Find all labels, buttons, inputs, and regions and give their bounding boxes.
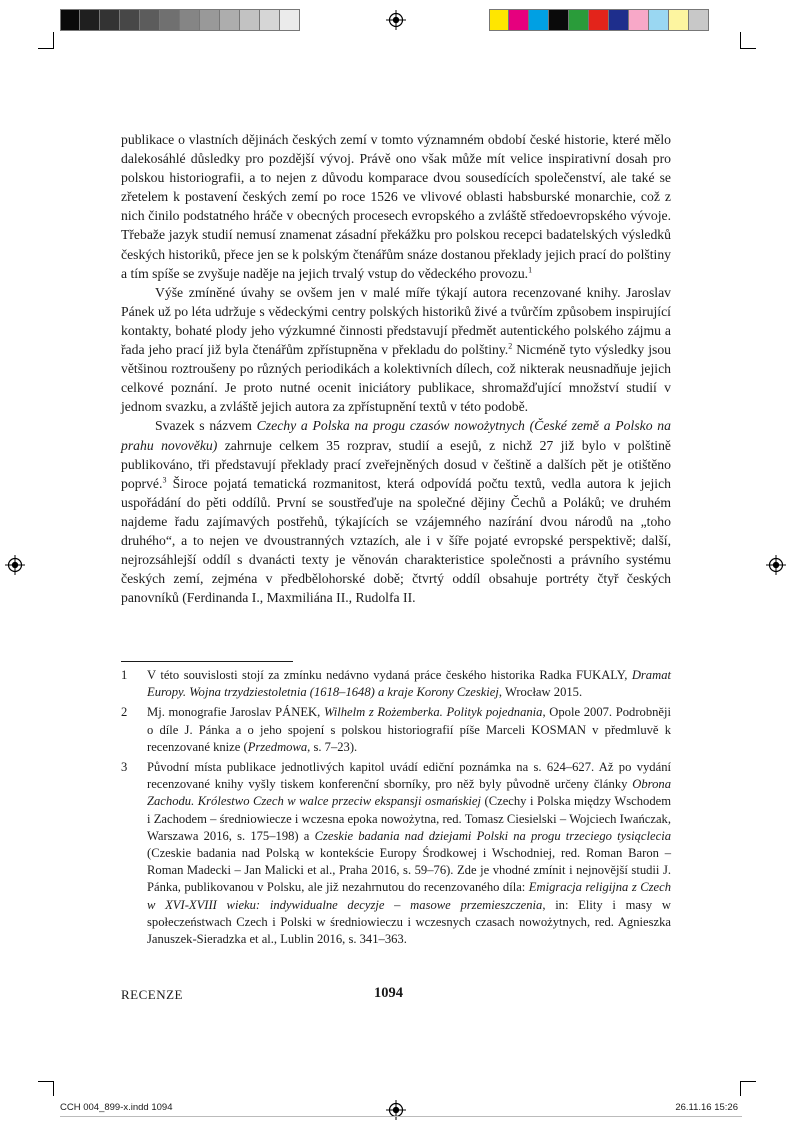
registration-mark-bottom-icon bbox=[386, 1100, 406, 1120]
gray-swatch bbox=[100, 9, 120, 31]
gray-swatch bbox=[80, 9, 100, 31]
footnote-number: 2 bbox=[121, 705, 128, 720]
footnote-ref-2: 2 bbox=[508, 341, 513, 351]
crop-mark-top-right-v bbox=[740, 32, 741, 48]
footnotes bbox=[121, 667, 671, 951]
body-text bbox=[121, 130, 671, 607]
color-swatch bbox=[509, 9, 529, 31]
footnote-separator bbox=[121, 661, 293, 662]
paragraph-2: Výše zmíněné úvahy se ovšem jen v malé míře týkají autora recenzované knihy. Jaroslav Pánek už po léta udržuje s vědeckými centry polských historiků živé a tvůrčím způsobem inspirující kontakty, bohaté plody jeho výzkumné činnosti představují předmět autentického polského zájmu a řada jeho prací již byla čtenářům zpřístupněna v překladu do polštiny.$^2$ Nicméně tyto výsledky jsou většinou roztroušeny po různých periodikách a kolektivních dílech, což nikterak neusnadňuje jejich celkové poznání. Je proto nutné ocenit iniciátory publikace, shromažďující množství studií v jednom svazku, a zvláště jejich autora za zpřístupnění textů v této podobě. bbox=[121, 284, 672, 415]
slug-file-name: CCH 004_899-x.indd 1094 bbox=[60, 1102, 173, 1113]
color-swatch bbox=[649, 9, 669, 31]
slug-rule bbox=[60, 1116, 742, 1117]
grayscale-color-bar bbox=[60, 9, 300, 31]
footnote-2: 2 Mj. monografie Jaroslav PÁNEK, Wilhelm z Rożemberka. Polityk pojednania, Opole 2007. Podrobněji o díle J. Pánka a o jeho spojení s polskou historiografií píše Marceli KOSMAN v předmluvě k recenzované knize (Przedmowa, s. 7–23). bbox=[121, 705, 671, 754]
crop-mark-bottom-left bbox=[38, 1081, 54, 1082]
crop-mark-bottom-right bbox=[740, 1081, 756, 1082]
gray-swatch bbox=[240, 9, 260, 31]
color-swatch bbox=[689, 9, 709, 31]
book-title: Czechy a Polska na progu czasów nowożytnych (České země a Polsko na prahu novověku) bbox=[121, 418, 671, 453]
footnote-1: 1 V této souvislosti stojí za zmínku nedávno vydaná práce českého historika Radka FUKALY, Dramat Europy. Wojna trzydziestoletnia (1618–1648) a kraje Korony Czeskiej, Wrocław 2015. bbox=[121, 668, 671, 700]
color-swatch bbox=[549, 9, 569, 31]
gray-swatch bbox=[220, 9, 240, 31]
paragraph-1: publikace o vlastních dějinách českých zemí v tomto významném období české historie, které mělo dalekosáhlé důsledky pro pozdější vývoj. Právě ono však může mít velice inspirativní dosah pro polskou historiografii, a to nejen z důvodu komparace dvou sousedících společenství, ale také se zřetelem k postavení českých zemí po roce 1526 ve vlivové oblasti habsburské monarchie, což z nich činilo podstatného hráče v obecných procesech evropského a zvláště středoevropského vývoje. Třebaže jazyk studií nemusí znamenat zásadní překážku pro polskou recepci badatelských výsledků českých historiků, přece jen se k polským čtenářům snáze dostanou překlady jejich prací do polštiny a tím spíše se zvyšuje naděje na jejich trvalý vstup do vědeckého provozu.$^1$ bbox=[121, 132, 672, 281]
footnote-ref-3: 3 bbox=[162, 475, 167, 485]
registration-mark-top-icon bbox=[386, 10, 406, 30]
gray-swatch bbox=[140, 9, 160, 31]
registration-mark-right-icon bbox=[766, 555, 786, 575]
gray-swatch bbox=[120, 9, 140, 31]
process-color-bar bbox=[489, 9, 709, 31]
color-swatch bbox=[629, 9, 649, 31]
footnote-number: 3 bbox=[121, 760, 128, 775]
crop-mark-top-right bbox=[740, 48, 756, 49]
color-swatch bbox=[669, 9, 689, 31]
gray-swatch bbox=[260, 9, 280, 31]
page-number: 1094 bbox=[374, 985, 403, 1001]
registration-mark-left-icon bbox=[5, 555, 25, 575]
footnote-ref-1: 1 bbox=[528, 265, 533, 275]
crop-mark-top-left-v bbox=[53, 32, 54, 48]
paragraph-3: Svazek s názvem Czechy a Polska na progu czasów nowożytnych (České země a Polsko na prahu novověku) zahrnuje celkem 35 rozprav, studií a esejů, z nichž 27 již bylo v polštině publikováno, tři představují překlady prací zveřejněných dosud v češtině a dalších pět je otištěno poprvé.$^3$ Široce pojatá tematická rozmanitost, která odpovídá počtu textů, vedla autora k jejich uspořádání do pěti oddílů. První se soustřeďuje na společné dějiny Čechů a Poláků; ve druhém najdeme řadu zajímavých postřehů, týkajících se vzájemného nazírání dvou národů na „toho druhého“, a to nejen ve dvoustranných vztazích, ale i v šíře pojaté evropské perspektivě; další, nejrozsáhlejší oddíl s dvanácti texty je věnován charakteristice společnosti a právního systému českých zemí, zejména v předbělohorské době; čtvrtý oddíl obsahuje portréty čtyř českých panovníků (Ferdinanda I., Maxmiliána II., Rudolfa II. bbox=[121, 418, 671, 606]
color-swatch bbox=[609, 9, 629, 31]
gray-swatch bbox=[160, 9, 180, 31]
slug-timestamp: 26.11.16 15:26 bbox=[675, 1102, 738, 1113]
color-swatch bbox=[589, 9, 609, 31]
crop-mark-top-left bbox=[38, 48, 54, 49]
crop-mark-bottom-right-v bbox=[740, 1082, 741, 1096]
color-swatch bbox=[529, 9, 549, 31]
running-head: RECENZE bbox=[121, 987, 183, 1002]
color-swatch bbox=[569, 9, 589, 31]
footnote-3: 3 Původní místa publikace jednotlivých kapitol uvádí ediční poznámka na s. 624–627. Až po vydání recenzované knihy vyšly tiskem konferenční sborníky, pro něž byly původně určeny články Obrona Zachodu. Królestwo Czech w walce przeciw ekspansji osmańskiej (Czechy i Polska między Wschodem i Zachodem – średniowiecze i wczesna epoka nowożytna, red. Tomasz Ciesielski – Wojciech Iwańczak, Warszawa 2016, s. 175–198) a Czeskie badania nad dziejami Polski na progu trzeciego tysiąclecia (Czeskie badania nad Polską w kontekście Europy Środkowej i Wschodniej, red. Roman Baron – Roman Madecki – Jan Malicki et al., Praha 2016, s. 59–76). Zde je vhodné zmínit i nejnovější studii J. Pánka, publikovanou v Polsku, ale již nezahrnutou do recenzovaného díla: Emigracja religijna z Czech w XVI-XVIII wieku: indywidualne decyzje – masowe przemieszczenia, in: Elity i masy w społeczeństwach Czech i Polski w średniowieczu i wczesnych czasach nowożytnych, red. Agnieszka Januszek-Sieradzka et al., Lublin 2016, s. 341–363. bbox=[121, 760, 672, 947]
crop-mark-bottom-left-v bbox=[53, 1082, 54, 1096]
color-swatch bbox=[489, 9, 509, 31]
footnote-number: 1 bbox=[121, 668, 128, 682]
gray-swatch bbox=[180, 9, 200, 31]
gray-swatch bbox=[280, 9, 300, 31]
gray-swatch bbox=[60, 9, 80, 31]
gray-swatch bbox=[200, 9, 220, 31]
